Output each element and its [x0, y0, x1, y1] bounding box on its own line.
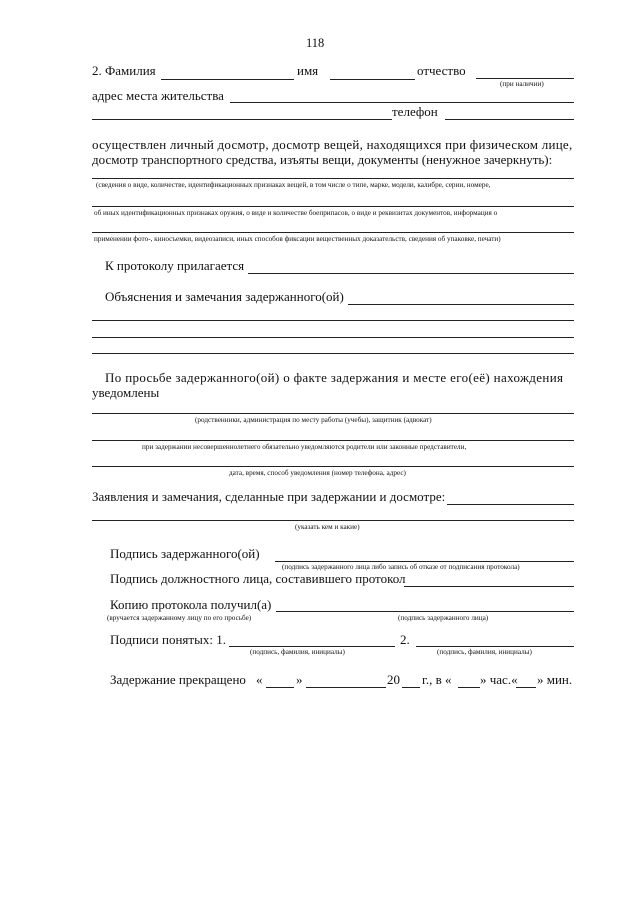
witness-2-field[interactable]	[416, 646, 574, 647]
detainee-signature-field[interactable]	[275, 561, 574, 562]
termination-day-field[interactable]	[266, 687, 294, 688]
familiya-label: 2. Фамилия	[92, 63, 156, 78]
termination-hour-field[interactable]	[458, 687, 480, 688]
phone-field[interactable]	[445, 119, 574, 120]
witness-2-hint: (подпись, фамилия, инициалы)	[437, 648, 532, 656]
notification-field-2[interactable]	[92, 440, 574, 441]
witness-1-hint: (подпись, фамилия, инициалы)	[250, 648, 345, 656]
termination-minute-field[interactable]	[516, 687, 536, 688]
search-text-line2: досмотр транспортного средства, изъяты вещи, документы (ненужное зачеркнуть):	[92, 152, 553, 167]
termination-month-field[interactable]	[306, 687, 386, 688]
termination-quote-close: »	[296, 672, 303, 687]
attachments-field[interactable]	[248, 273, 574, 274]
explanations-line-4[interactable]	[92, 353, 574, 354]
explanations-field[interactable]	[348, 304, 574, 305]
notification-text-line1: По просьбе задержанного(ой) о факте задержания и месте его(её) нахождения	[105, 370, 564, 385]
phone-label: телефон	[392, 104, 438, 119]
detainee-signature-label: Подпись задержанного(ой)	[110, 546, 260, 561]
imya-label: имя	[297, 63, 319, 78]
search-field-1[interactable]	[92, 178, 574, 179]
notification-hint-3: дата, время, способ уведомления (номер телефона, адрес)	[229, 469, 406, 477]
termination-hour-suffix: » час.«	[480, 672, 518, 687]
explanations-line-3[interactable]	[92, 337, 574, 338]
official-signature-field[interactable]	[404, 586, 574, 587]
explanations-label: Объяснения и замечания задержанного(ой)	[105, 289, 344, 304]
page-number: 118	[306, 36, 325, 50]
copy-received-field[interactable]	[276, 611, 574, 612]
search-field-2[interactable]	[92, 206, 574, 207]
termination-year-prefix: 20	[387, 672, 400, 687]
notification-field-1[interactable]	[92, 413, 574, 414]
familiya-field[interactable]	[161, 79, 294, 80]
attachments-label: К протоколу прилагается	[105, 258, 245, 273]
otchestvo-hint: (при наличии)	[500, 80, 544, 88]
search-text-line1: осуществлен личный досмотр, досмотр вещей, находящихся при физическом лице,	[92, 137, 573, 152]
witness-2-number: 2.	[400, 632, 410, 647]
witness-1-field[interactable]	[229, 646, 395, 647]
copy-received-hint-right: (подпись задержанного лица)	[398, 614, 489, 622]
search-hint-1: (сведения о виде, количестве, идентификационных признаках вещей, в том числе о типе, марке, модели, калибре, серии, номере,	[96, 181, 491, 189]
statements-label: Заявления и замечания, сделанные при задержании и досмотре:	[92, 489, 446, 504]
official-signature-label: Подпись должностного лица, составившего протокол	[110, 571, 406, 586]
witnesses-label: Подписи понятых: 1.	[110, 632, 226, 647]
search-hint-2: об иных идентификационных признаках оружия, о виде и количестве боеприпасов, о виде и реквизитах документов, информация о	[94, 209, 498, 217]
explanations-line-2[interactable]	[92, 320, 574, 321]
termination-year-suffix: г., в «	[422, 672, 452, 687]
copy-received-label: Копию протокола получил(а)	[110, 597, 272, 612]
termination-minute-suffix: » мин.	[537, 672, 573, 687]
address-label: адрес места жительства	[92, 88, 224, 103]
notification-hint-2: при задержании несовершеннолетнего обязательно уведомляются родители или законные представители,	[142, 443, 467, 451]
address-field-2[interactable]	[92, 119, 392, 120]
notification-field-3[interactable]	[92, 466, 574, 467]
address-field[interactable]	[230, 102, 574, 103]
termination-quote-open: «	[256, 672, 263, 687]
otchestvo-field[interactable]	[476, 78, 574, 79]
detainee-signature-hint: (подпись задержанного лица либо запись об отказе от подписания протокола)	[282, 563, 520, 571]
statements-field[interactable]	[447, 504, 574, 505]
statements-field-2[interactable]	[92, 520, 574, 521]
notification-hint-1: (родственники, администрация по месту работы (учебы), защитник (адвокат)	[195, 416, 432, 424]
imya-field[interactable]	[330, 79, 415, 80]
termination-label: Задержание прекращено	[110, 672, 246, 687]
search-hint-3: применении фото-, киносъемки, видеозаписи, иных способов фиксации вещественных доказательств, сведения об упаковке, печати)	[94, 235, 501, 243]
notification-text-line2: уведомлены	[92, 385, 160, 400]
search-field-3[interactable]	[92, 232, 574, 233]
otchestvo-label: отчество	[417, 63, 466, 78]
copy-received-hint-left: (вручается задержанному лицу по его просьбе)	[107, 614, 252, 622]
statements-hint: (указать кем и какие)	[295, 523, 360, 531]
termination-year-field[interactable]	[402, 687, 420, 688]
